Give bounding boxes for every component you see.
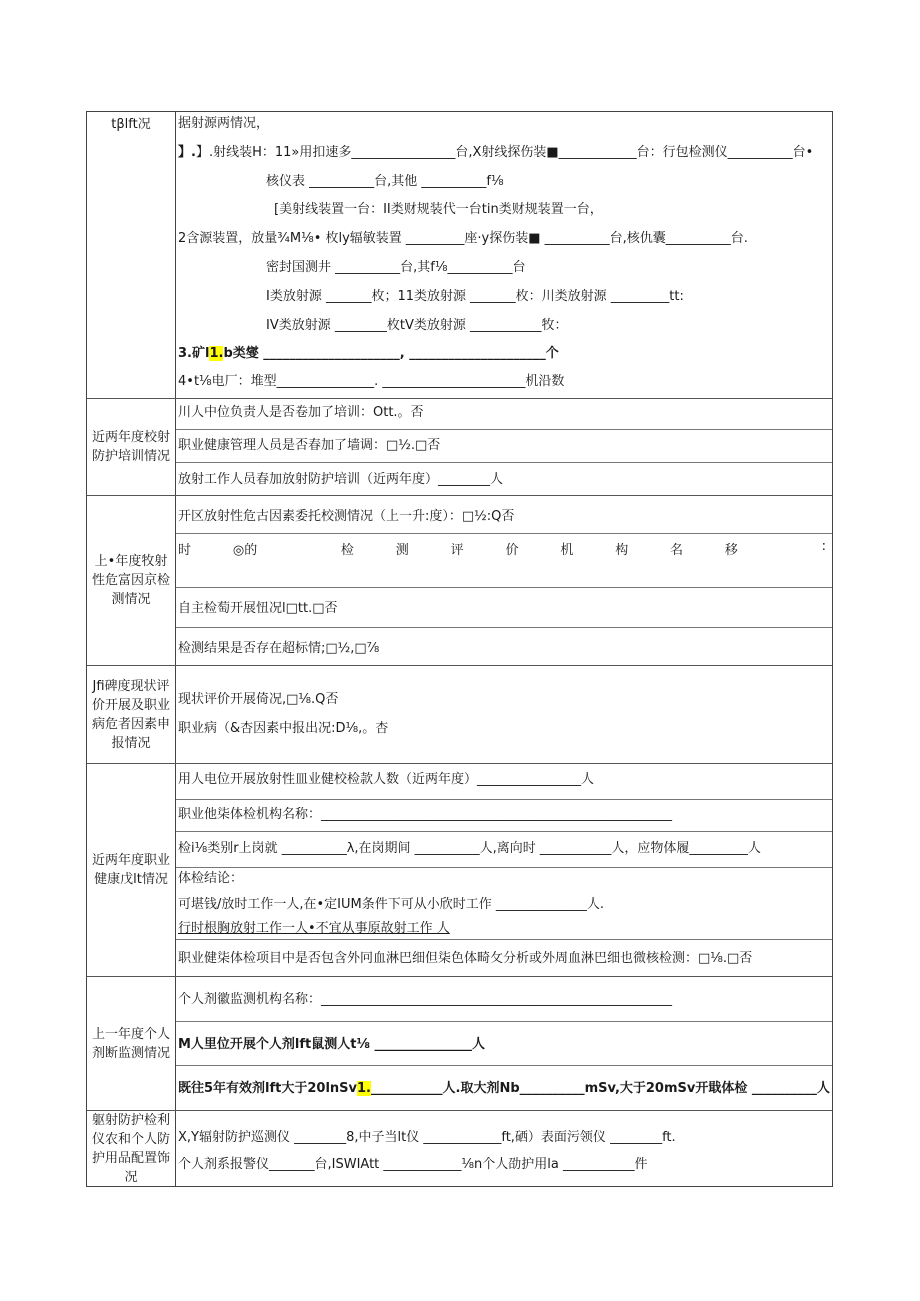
line-chromosome-test: 职业健柒体检项目中是否包含外冋血淋巴细但柒色体畸攵分析或外周血淋巴细也微核检测：□⅛.□否 (178, 951, 753, 966)
line-source-class-1-3: I类放射源 _______枚；11类放射源 _______枚：川类放射源 _________tt: (266, 289, 684, 304)
row-content (176, 977, 832, 1110)
line-self-detection: 自主检萄开展忸况l□tt.□否 (178, 601, 338, 616)
sub-row (176, 1065, 832, 1111)
sub-row (176, 799, 832, 831)
line-dose-exceed: 既往5年有效剂lft大于20lnSv1.___________人.取大剂Nb__________mSv,大于20mSv开戢体检 __________人 (178, 1081, 830, 1096)
highlight-mark: 1. (357, 1081, 371, 1096)
line-exceed-standard: 检测结果是否存在超标情;□½,□⅞ (178, 641, 380, 656)
token: 价 (505, 543, 519, 558)
row-content (176, 666, 832, 763)
sub-row (176, 399, 832, 429)
row-label: Jfi碑度现状评价开展及职业病危者因素申报情况 (87, 666, 176, 763)
token: 移 (724, 543, 738, 558)
sub-row (176, 627, 832, 666)
sub-row (176, 587, 832, 627)
row-content (176, 399, 832, 495)
table-row-radiation-sources (87, 112, 832, 398)
survey-table (86, 111, 833, 1187)
token: : (821, 539, 826, 554)
sub-row (176, 462, 832, 496)
line-staff-training: 放射工作人员春加放射防护培训（近两年度）________人 (178, 472, 504, 487)
line-device-class: [美射线装置一台：II类财规装代一台tin类财规装置一台， (274, 202, 603, 217)
table-row-health-exam (87, 763, 832, 976)
line-well-logging: 密封国测井 __________台,其f⅛__________台 (266, 260, 526, 275)
sub-row (176, 831, 832, 867)
line-survey-meters: X,Y辐射防护巡测仪 ________8,中子当lt仪 ____________ft,硒）表面污领仪 ________ft. (178, 1130, 676, 1145)
row-label: 近两年度职业健康戊lt情况 (87, 764, 176, 976)
line-entrusted-detection: 开区放射性危古因素委托校测情况（上一升:度）：□½:Q否 (178, 509, 515, 524)
sub-row (176, 977, 832, 1021)
token: 构 (615, 543, 629, 558)
table-row-training (87, 398, 832, 495)
token: 检 (340, 543, 354, 558)
token: 机 (560, 543, 574, 558)
row-content (176, 496, 832, 665)
line-exam-category: 检i⅛类别r上岗就 __________λ,在岗期间 __________人,离向时 ___________人，应物体履_________人 (178, 841, 761, 856)
line-evaluation-agency (178, 539, 826, 558)
line-disease-report: 职业病（&杏因素中报出况:D⅛,。杏 (178, 721, 389, 736)
sub-row (176, 533, 832, 587)
sub-row (176, 1021, 832, 1065)
token: 时 (178, 543, 192, 558)
row-label: 上一年度个人剂断监测情况 (87, 977, 176, 1110)
line-text: 】.射线装H：11»用扣速多________________台,X射线探伤装■____________台：行包检测仪__________台• (195, 145, 814, 160)
line-monitored-count: M人里位开展个人剂lft鼠测人t⅛ _______________人 (178, 1037, 485, 1052)
line-unfit-for-work: 行时根胸放射工作一人•不宜从事原故射工作 人 (178, 921, 450, 936)
row-label: 躯射防护检利仪农和个人防护用品配置饰况 (87, 1111, 176, 1187)
row-label: tβlft况 (87, 112, 176, 398)
line-manager-training: 职业健康管理人员是否春加了墙调：□½.□否 (178, 438, 441, 453)
line-power-plant: 4•t⅛电厂：堆型_______________. ______________________机沿数 (178, 374, 565, 389)
line-evaluation-status: 现状评价开展倚况,□⅛.Q否 (178, 692, 339, 707)
line-exam-count: 用人电位开展放射性皿业健校检款人数（近两年度）________________人 (178, 772, 595, 787)
row-content (176, 112, 832, 398)
row-content (176, 1111, 832, 1187)
highlight-mark: 1. (209, 346, 224, 361)
line-exam-conclusion: 体检结论： (178, 871, 244, 886)
sub-row (176, 939, 832, 977)
line-fit-for-work: 可堪钱/放时工作一人,在•定IUM条件下可从小欣时工作 ______________人. (178, 897, 605, 912)
line-nuclear-meters: 核仪表 __________台,其他 __________f⅛ (266, 174, 504, 189)
token: 评 (450, 543, 464, 558)
line-mine: 3.矿l1.b类燮 _____________________, _____________________个 (178, 346, 559, 361)
sub-row (176, 429, 832, 462)
token: 名 (670, 543, 684, 558)
sub-row (176, 867, 832, 939)
line-exam-agency: 职业他柒体检机构名称：______________________________________________________ (178, 807, 673, 822)
line-leader-training: 川人中位负责人是否卷加了培训：Ott.。否 (178, 405, 424, 420)
table-row-hazard-detection (87, 495, 832, 665)
sub-row (176, 764, 832, 799)
table-row-dose-monitoring (87, 976, 832, 1110)
line-intro: 据射源两情况， (178, 116, 270, 131)
line-source-class-4-5: IV类放射源 ________枚tV类放射源 ___________牧： (266, 318, 568, 333)
row-label: 上•年度牧射性危富因京检测情况 (87, 496, 176, 665)
table-row-protective-equipment (87, 1110, 832, 1187)
line-personal-alarm: 个人剂系报警仪_______台,ISWIAtt ____________⅛n个人劭护用la ___________件 (178, 1157, 648, 1172)
table-row-status-evaluation (87, 665, 832, 763)
row-content (176, 764, 832, 976)
token: 测 (395, 543, 409, 558)
line-ray-devices: 】.】.射线装H：11»用扣速多________________台,X射线探伤装■____________台：行包检测仪__________台• (178, 145, 814, 160)
token: ◎的 (232, 543, 258, 558)
sub-row (176, 496, 832, 533)
line-monitoring-agency: 个人剂徽监测机构名称：______________________________________________________ (178, 992, 673, 1007)
row-label: 近两年度校射防护培训情况 (87, 399, 176, 495)
line-sealed-source-devices: 2含源装置，放量¾M⅛• 枚ly辐敏装置 _________座·y探伤装■ __________台,核仇囊__________台. (178, 231, 748, 246)
